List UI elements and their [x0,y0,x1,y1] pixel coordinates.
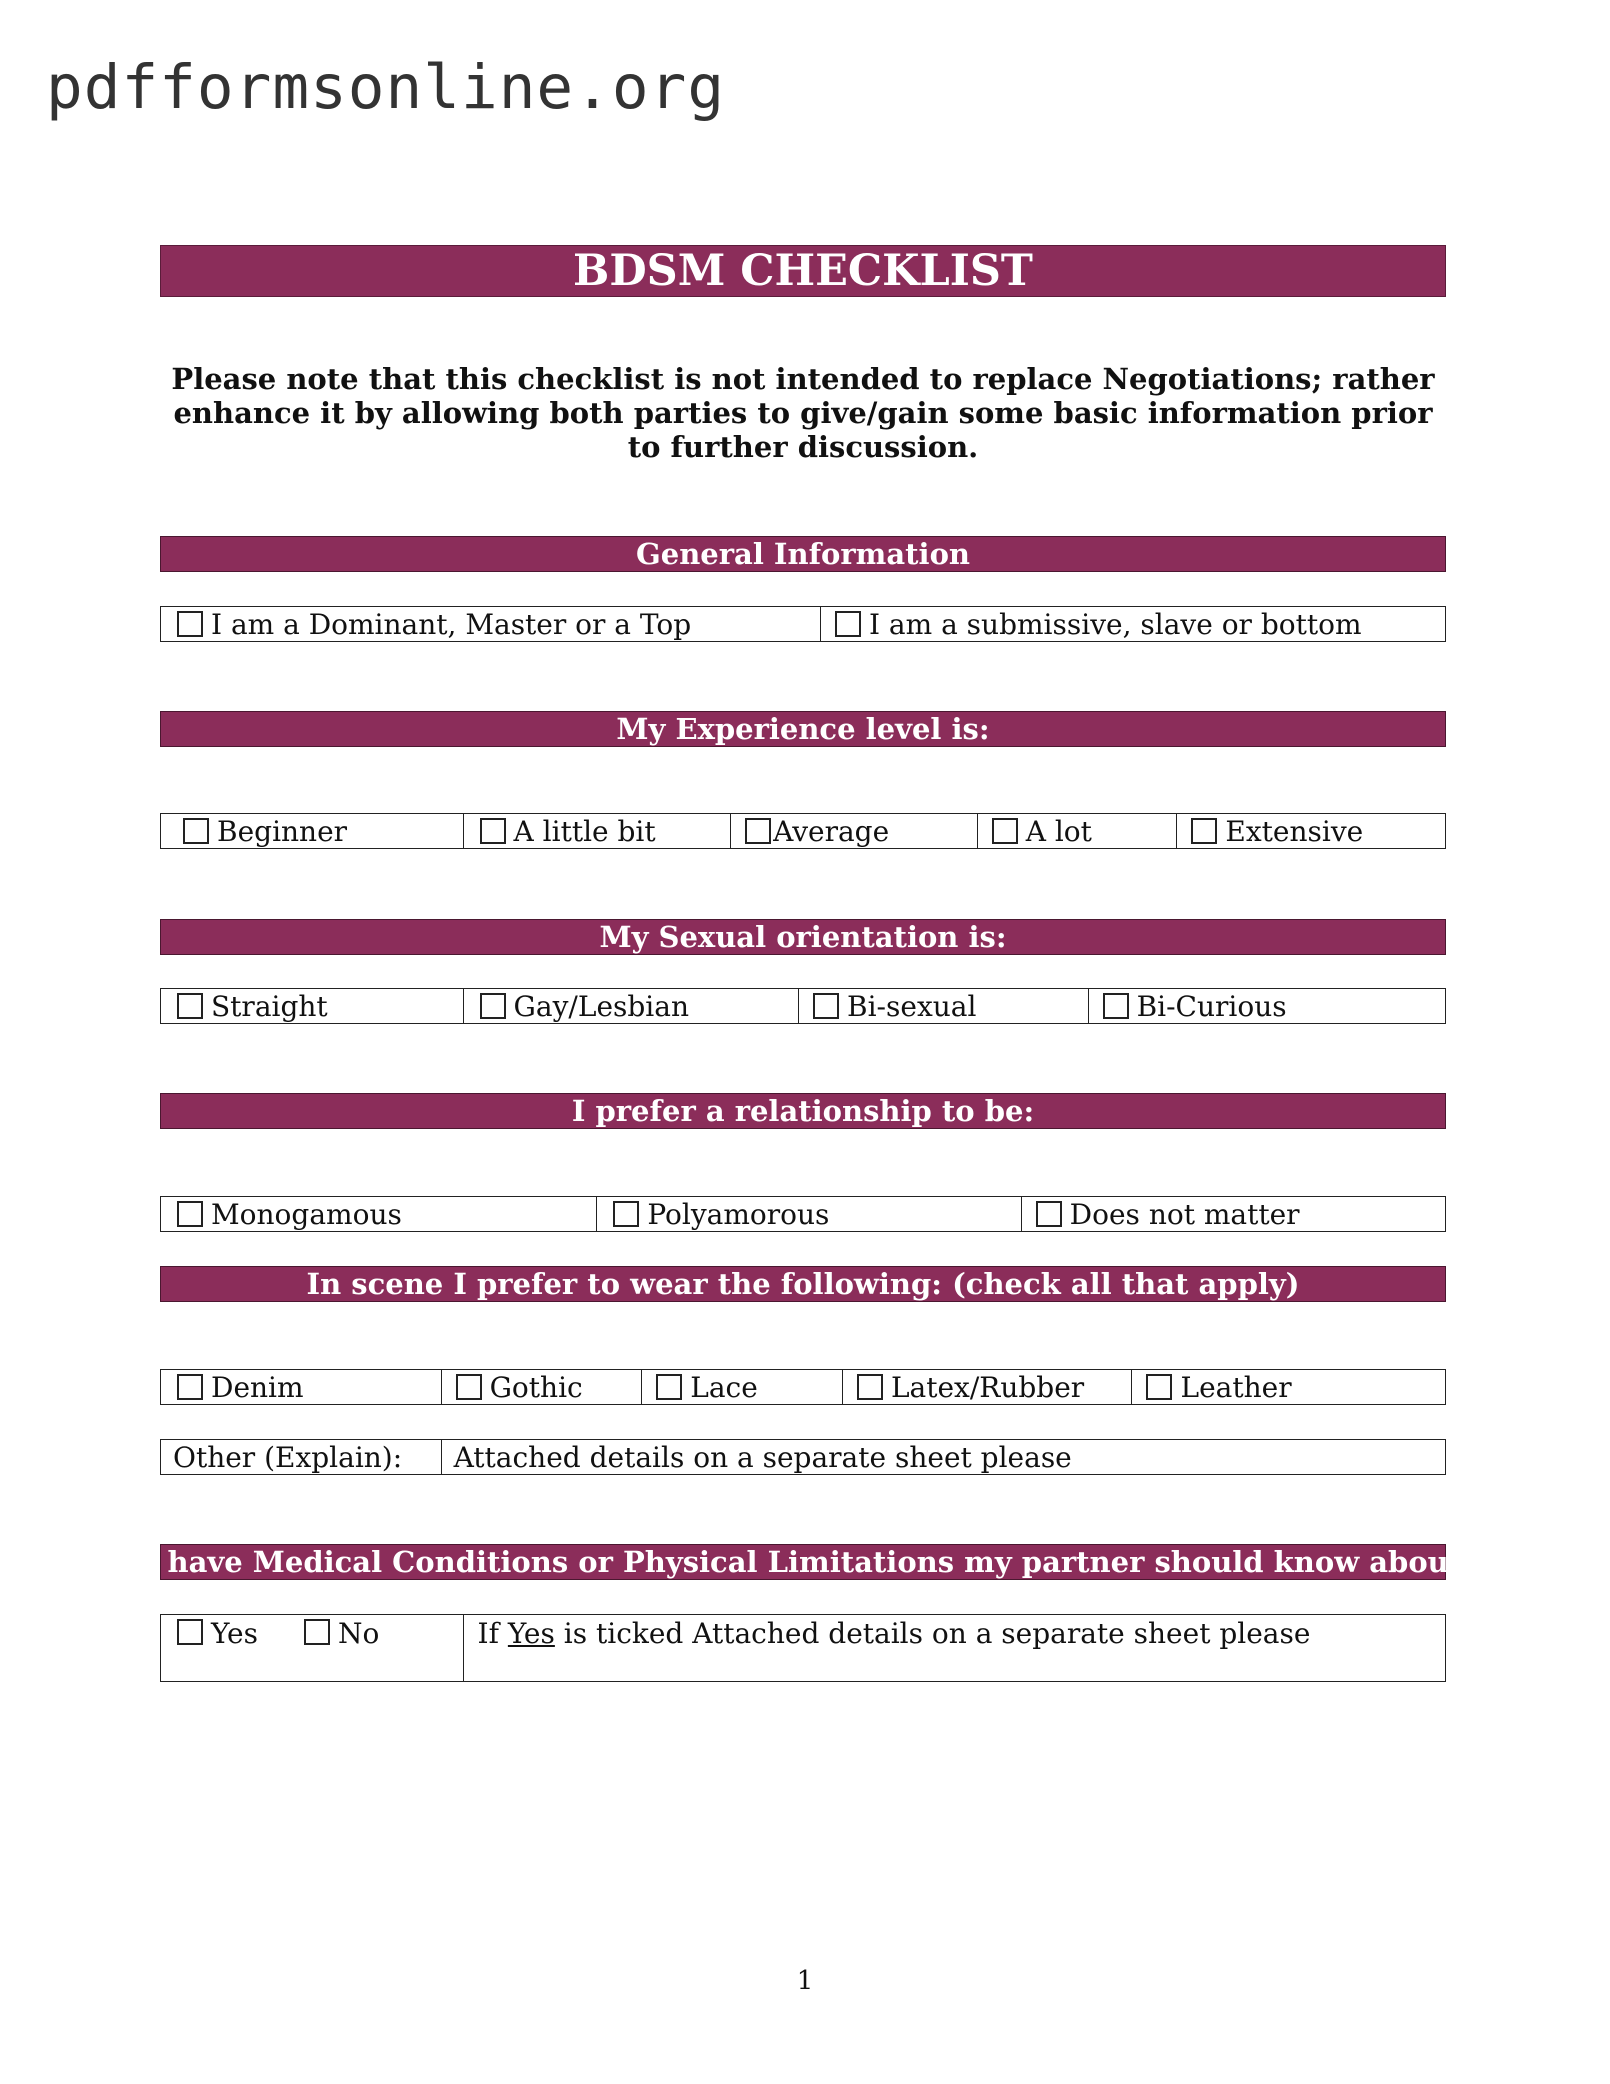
medical-yes-label: Yes [211,1617,258,1650]
form-title: BDSM CHECKLIST [160,245,1446,297]
medical-yes-no [161,1615,464,1681]
option-label: Does not matter [1069,1197,1300,1231]
option-label: Bi-sexual [847,989,977,1023]
option-label: Monogamous [211,1197,402,1231]
checkbox-monogamous[interactable] [177,1201,203,1227]
checkbox-beginner[interactable] [183,818,209,844]
checkbox-average[interactable] [745,818,771,844]
option-beginner[interactable] [161,814,464,848]
other-explain-label: Other (Explain): [161,1440,442,1474]
medical-no-label: No [338,1617,380,1650]
checkbox-a-lot[interactable] [992,818,1018,844]
option-bi-sexual[interactable] [799,989,1089,1023]
checkbox-medical-yes[interactable] [177,1619,203,1645]
medical-details-field[interactable] [464,1615,1445,1681]
details-yes-underlined: Yes [507,1617,555,1650]
option-label: Lace [690,1370,758,1404]
checkbox-a-little-bit[interactable] [480,818,506,844]
option-label: Extensive [1225,814,1364,848]
option-label: Denim [211,1370,304,1404]
option-label: Gay/Lesbian [513,989,689,1023]
section-wear-heading: In scene I prefer to wear the following: (check all that apply) [160,1266,1446,1302]
option-gothic[interactable] [442,1370,643,1404]
checkbox-straight[interactable] [177,993,203,1019]
medical-row [160,1614,1446,1682]
checkbox-latex-rubber[interactable] [857,1374,883,1400]
option-latex-rubber[interactable] [843,1370,1133,1404]
option-does-not-matter[interactable] [1022,1197,1445,1231]
option-average[interactable] [731,814,978,848]
option-label: Average [773,814,890,848]
option-denim[interactable] [161,1370,442,1404]
option-monogamous[interactable] [161,1197,597,1231]
checkbox-lace[interactable] [656,1374,682,1400]
section-experience-heading: My Experience level is: [160,711,1446,747]
checkbox-does-not-matter[interactable] [1036,1201,1062,1227]
wear-other-row [160,1439,1446,1475]
option-dominant[interactable] [161,607,821,641]
section-relationship-heading: I prefer a relationship to be: [160,1093,1446,1129]
option-straight[interactable] [161,989,464,1023]
option-polyamorous[interactable] [597,1197,1021,1231]
option-label: I am a submissive, slave or bottom [868,607,1362,641]
option-label: Beginner [217,814,348,848]
page-number: 1 [796,1966,814,1996]
option-leather[interactable] [1132,1370,1445,1404]
intro-note: Please note that this checklist is not intended to replace Negotiations; rather enhance it by allowing both parties to give/gain some basic information prior to further discussion. [171,362,1435,464]
details-prefix: If [477,1617,508,1650]
section-general-heading: General Information [160,536,1446,572]
checkbox-dominant[interactable] [177,611,203,637]
wear-options-row [160,1369,1446,1405]
option-label: Latex/Rubber [890,1370,1085,1404]
checkbox-bi-sexual[interactable] [813,993,839,1019]
option-gay-lesbian[interactable] [464,989,799,1023]
option-label: I am a Dominant, Master or a Top [211,607,692,641]
option-a-little-bit[interactable] [464,814,732,848]
checkbox-denim[interactable] [177,1374,203,1400]
checkbox-gay-lesbian[interactable] [480,993,506,1019]
option-label: Gothic [489,1370,583,1404]
option-lace[interactable] [642,1370,843,1404]
section-medical-heading: I have Medical Conditions or Physical Limitations my partner should know about [143,1545,1463,1579]
watermark: pdfformsonline.org [46,52,726,123]
option-bi-curious[interactable] [1089,989,1445,1023]
section-orientation-heading: My Sexual orientation is: [160,919,1446,955]
checkbox-leather[interactable] [1146,1374,1172,1400]
checkbox-medical-no[interactable] [304,1619,330,1645]
option-label: Bi-Curious [1136,989,1287,1023]
option-label: Polyamorous [647,1197,830,1231]
details-suffix: is ticked Attached details on a separate sheet please [554,1617,1311,1650]
option-extensive[interactable] [1177,814,1445,848]
checkbox-extensive[interactable] [1191,818,1217,844]
option-a-lot[interactable] [978,814,1178,848]
option-label: A lot [1025,814,1092,848]
other-explain-field[interactable]: Attached details on a separate sheet please [453,1440,1072,1474]
checkbox-polyamorous[interactable] [613,1201,639,1227]
checkbox-bi-curious[interactable] [1103,993,1129,1019]
relationship-options-row [160,1196,1446,1232]
option-submissive[interactable] [821,607,1445,641]
checkbox-gothic[interactable] [456,1374,482,1400]
checkbox-submissive[interactable] [835,611,861,637]
option-label: Leather [1180,1370,1292,1404]
orientation-options-row [160,988,1446,1024]
experience-options-row [160,813,1446,849]
general-options-row [160,606,1446,642]
option-label: A little bit [513,814,656,848]
option-label: Straight [211,989,328,1023]
